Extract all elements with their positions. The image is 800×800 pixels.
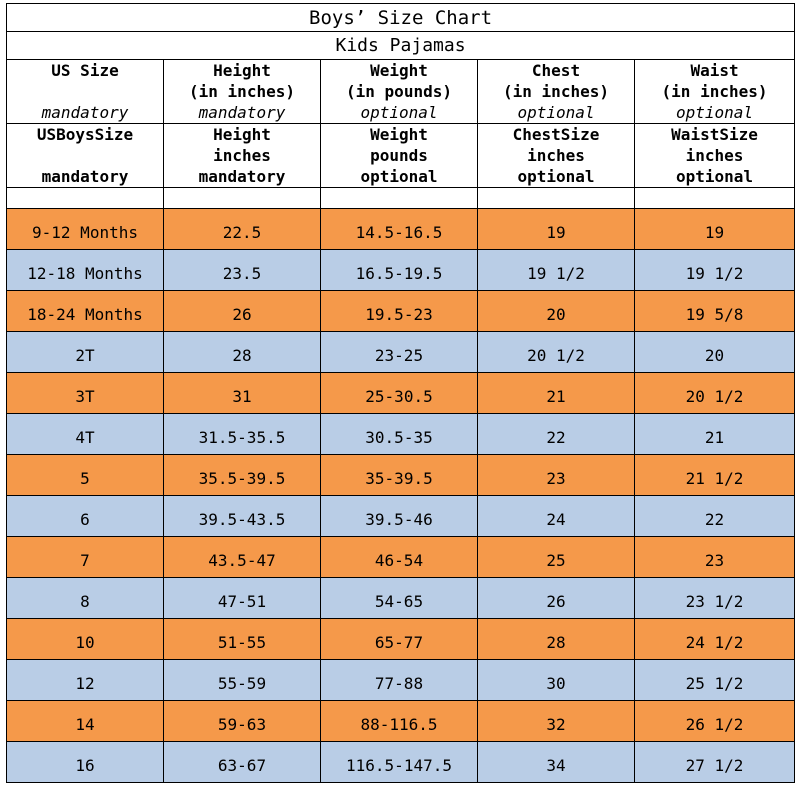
cell-value: 23-25: [374, 346, 424, 365]
cell-value: 63-67: [217, 756, 267, 775]
cell-value: 14: [75, 715, 95, 734]
cell-height: [164, 373, 321, 414]
cell-value: 4T: [75, 428, 95, 447]
cell-value: 39.5-43.5: [198, 510, 286, 529]
header-cell-waist: optional: [635, 102, 795, 124]
header-cell-chest: Chest: [478, 60, 635, 82]
subtitle-row: [7, 32, 795, 60]
header-row: [7, 166, 795, 188]
cell-value: 6: [80, 510, 90, 529]
size-chart-table: [6, 3, 795, 783]
cell-waist: [635, 742, 795, 783]
cell-value: 12: [75, 674, 95, 693]
header-cell-us-size: USBoysSize: [7, 124, 164, 146]
table-row: [7, 455, 795, 496]
cell-value: 14.5-16.5: [355, 223, 443, 242]
header-cell-waist: WaistSize: [635, 124, 795, 146]
header-cell-height: inches: [164, 145, 321, 166]
cell-value: 47-51: [217, 592, 267, 611]
header-cell-waist: optional: [635, 166, 795, 188]
chart-subtitle: Kids Pajamas: [7, 32, 795, 60]
cell-weight: [321, 332, 478, 373]
table-row: [7, 250, 795, 291]
cell-waist: [635, 209, 795, 250]
cell-value: 116.5-147.5: [346, 756, 452, 775]
header-cell-chest: [478, 188, 635, 209]
cell-value: 25 1/2: [685, 674, 744, 693]
cell-value: 26: [232, 305, 252, 324]
cell-us-size: [7, 578, 164, 619]
cell-waist: [635, 455, 795, 496]
cell-value: 19 1/2: [527, 264, 585, 283]
cell-weight: [321, 455, 478, 496]
cell-us-size: [7, 496, 164, 537]
cell-value: 35.5-39.5: [198, 469, 286, 488]
cell-value: 21: [704, 428, 725, 447]
cell-waist: [635, 701, 795, 742]
cell-value: 28: [546, 633, 566, 652]
cell-value: 10: [75, 633, 95, 652]
header-cell-chest: optional: [478, 102, 635, 124]
table-row: [7, 332, 795, 373]
cell-height: [164, 250, 321, 291]
cell-value: 26 1/2: [685, 715, 744, 734]
cell-chest: [478, 496, 635, 537]
cell-chest: [478, 455, 635, 496]
header-cell-chest: optional: [478, 166, 635, 188]
cell-us-size: [7, 291, 164, 332]
header-cell-waist: (in inches): [635, 81, 795, 102]
cell-value: 23.5: [222, 264, 262, 283]
cell-height: [164, 332, 321, 373]
cell-value: 59-63: [217, 715, 267, 734]
cell-waist: [635, 291, 795, 332]
cell-value: 35-39.5: [365, 469, 433, 488]
cell-value: 19 5/8: [685, 305, 744, 324]
cell-us-size: [7, 742, 164, 783]
cell-us-size: [7, 701, 164, 742]
cell-weight: [321, 537, 478, 578]
cell-value: 28: [232, 346, 252, 365]
cell-value: 16: [75, 756, 95, 775]
cell-chest: [478, 701, 635, 742]
cell-waist: [635, 537, 795, 578]
header-cell-us-size: US Size: [7, 60, 164, 82]
cell-value: 20 1/2: [527, 346, 585, 365]
cell-chest: [478, 250, 635, 291]
cell-us-size: [7, 209, 164, 250]
cell-value: 39.5-46: [365, 510, 433, 529]
cell-value: 23: [704, 551, 725, 570]
cell-waist: [635, 619, 795, 660]
cell-chest: [478, 660, 635, 701]
table-row: [7, 578, 795, 619]
chart-title: Boys’ Size Chart: [7, 4, 795, 32]
cell-height: [164, 742, 321, 783]
cell-height: [164, 209, 321, 250]
table-row: [7, 414, 795, 455]
cell-height: [164, 496, 321, 537]
cell-value: 19 1/2: [685, 264, 744, 283]
cell-chest: [478, 414, 635, 455]
header-cell-weight: Weight: [321, 124, 478, 146]
header-cell-height: Height: [164, 124, 321, 146]
cell-value: 19.5-23: [365, 305, 433, 324]
header-row: [7, 60, 795, 82]
cell-value: 88-116.5: [360, 715, 438, 734]
cell-value: 26: [546, 592, 566, 611]
header-cell-weight: Weight: [321, 60, 478, 82]
cell-height: [164, 455, 321, 496]
table-row: [7, 209, 795, 250]
cell-height: [164, 578, 321, 619]
cell-value: 65-77: [374, 633, 424, 652]
cell-value: 19: [546, 223, 566, 242]
table-row: [7, 660, 795, 701]
cell-weight: [321, 578, 478, 619]
cell-value: 18-24 Months: [27, 305, 143, 324]
table-row: [7, 701, 795, 742]
cell-value: 55-59: [217, 674, 267, 693]
cell-value: 16.5-19.5: [355, 264, 443, 283]
table-row: [7, 496, 795, 537]
cell-value: 8: [80, 592, 90, 611]
cell-value: 23 1/2: [685, 592, 744, 611]
cell-waist: [635, 496, 795, 537]
cell-value: 22: [704, 510, 725, 529]
cell-waist: [635, 578, 795, 619]
cell-us-size: [7, 455, 164, 496]
cell-value: 51-55: [217, 633, 267, 652]
cell-weight: [321, 414, 478, 455]
cell-us-size: [7, 619, 164, 660]
header-cell-waist: inches: [635, 145, 795, 166]
cell-chest: [478, 537, 635, 578]
cell-value: 30.5-35: [365, 428, 433, 447]
cell-value: 77-88: [374, 674, 424, 693]
cell-chest: [478, 209, 635, 250]
cell-value: 54-65: [374, 592, 424, 611]
cell-chest: [478, 332, 635, 373]
header-cell-weight: (in pounds): [321, 81, 478, 102]
cell-weight: [321, 496, 478, 537]
header-row: [7, 102, 795, 124]
header-row: [7, 188, 795, 209]
header-row: [7, 124, 795, 146]
cell-chest: [478, 742, 635, 783]
header-cell-height: (in inches): [164, 81, 321, 102]
cell-weight: [321, 291, 478, 332]
header-cell-chest: (in inches): [478, 81, 635, 102]
cell-weight: [321, 373, 478, 414]
header-row: [7, 145, 795, 166]
cell-value: 30: [546, 674, 566, 693]
table-row: [7, 619, 795, 660]
cell-value: 24 1/2: [685, 633, 744, 652]
cell-weight: [321, 250, 478, 291]
cell-us-size: [7, 332, 164, 373]
cell-us-size: [7, 250, 164, 291]
cell-value: 9-12 Months: [32, 223, 138, 242]
cell-us-size: [7, 414, 164, 455]
header-cell-chest: ChestSize: [478, 124, 635, 146]
cell-value: 46-54: [374, 551, 424, 570]
cell-value: 20: [704, 346, 725, 365]
cell-chest: [478, 291, 635, 332]
cell-value: 3T: [75, 387, 95, 406]
cell-value: 34: [546, 756, 566, 775]
cell-height: [164, 537, 321, 578]
cell-value: 7: [80, 551, 90, 570]
header-cell-waist: Waist: [635, 60, 795, 82]
cell-height: [164, 660, 321, 701]
header-cell-weight: optional: [321, 102, 478, 124]
header-cell-us-size: [7, 81, 164, 102]
header-cell-us-size: [7, 188, 164, 209]
cell-height: [164, 291, 321, 332]
cell-value: 22.5: [222, 223, 262, 242]
table-row: [7, 537, 795, 578]
cell-waist: [635, 414, 795, 455]
cell-weight: [321, 701, 478, 742]
table-row: [7, 373, 795, 414]
header-row: [7, 81, 795, 102]
cell-value: 20: [546, 305, 566, 324]
cell-weight: [321, 660, 478, 701]
header-cell-weight: [321, 188, 478, 209]
cell-weight: [321, 209, 478, 250]
header-cell-chest: inches: [478, 145, 635, 166]
cell-height: [164, 701, 321, 742]
cell-value: 27 1/2: [685, 756, 744, 775]
cell-value: 19: [704, 223, 725, 242]
header-cell-height: mandatory: [164, 166, 321, 188]
table-row: [7, 742, 795, 783]
cell-value: 20 1/2: [685, 387, 744, 406]
cell-value: 22: [546, 428, 566, 447]
cell-waist: [635, 332, 795, 373]
header-cell-waist: [635, 188, 795, 209]
cell-value: 25: [546, 551, 566, 570]
cell-waist: [635, 660, 795, 701]
cell-value: 31.5-35.5: [198, 428, 286, 447]
cell-weight: [321, 742, 478, 783]
cell-us-size: [7, 537, 164, 578]
size-chart-body: [7, 4, 795, 783]
cell-value: 21 1/2: [685, 469, 744, 488]
cell-value: 24: [546, 510, 566, 529]
cell-value: 32: [546, 715, 566, 734]
cell-chest: [478, 619, 635, 660]
cell-value: 21: [546, 387, 566, 406]
cell-weight: [321, 619, 478, 660]
table-row: [7, 291, 795, 332]
cell-us-size: [7, 373, 164, 414]
header-cell-weight: optional: [321, 166, 478, 188]
cell-value: 43.5-47: [208, 551, 276, 570]
cell-value: 25-30.5: [365, 387, 433, 406]
cell-value: 31: [232, 387, 252, 406]
header-cell-us-size: mandatory: [7, 102, 164, 124]
header-cell-weight: pounds: [321, 145, 478, 166]
cell-waist: [635, 250, 795, 291]
title-row: [7, 4, 795, 32]
header-cell-us-size: [7, 145, 164, 166]
cell-value: 23: [546, 469, 566, 488]
header-cell-height: mandatory: [164, 102, 321, 124]
cell-value: 5: [80, 469, 90, 488]
cell-us-size: [7, 660, 164, 701]
cell-chest: [478, 373, 635, 414]
cell-height: [164, 414, 321, 455]
cell-height: [164, 619, 321, 660]
header-cell-height: [164, 188, 321, 209]
cell-waist: [635, 373, 795, 414]
header-cell-us-size: mandatory: [7, 166, 164, 188]
cell-value: 2T: [75, 346, 95, 365]
cell-chest: [478, 578, 635, 619]
cell-value: 12-18 Months: [27, 264, 143, 283]
header-cell-height: Height: [164, 60, 321, 82]
